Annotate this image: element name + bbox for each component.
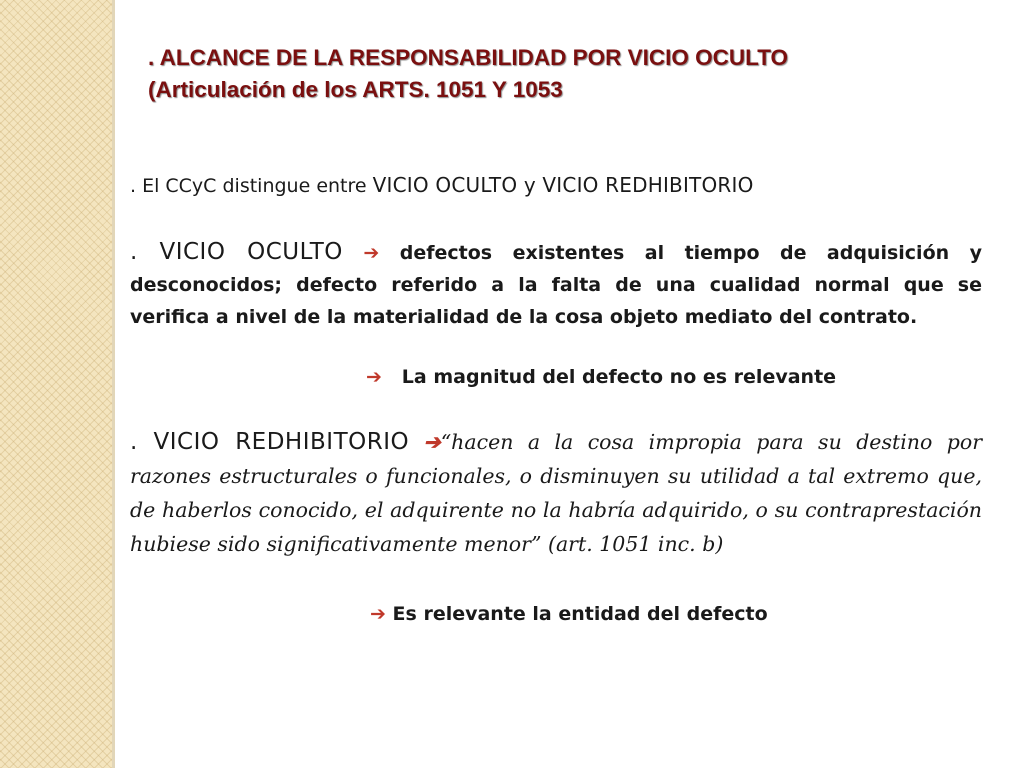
- right-arrow-icon: ➔: [370, 603, 386, 625]
- hidden-defect-note-text: La magnitud del defecto no es relevante: [401, 366, 837, 388]
- right-arrow-icon: ➔: [363, 242, 380, 264]
- redhibitory-note: [370, 598, 768, 630]
- redhibitory-term: . VICIO REDHIBITORIO: [130, 429, 410, 455]
- decorative-side-band: [0, 0, 112, 768]
- intro-terms: VICIO OCULTO y VICIO REDHIBITORIO: [372, 173, 754, 197]
- hidden-defect-paragraph: [130, 236, 982, 333]
- intro-prefix: . El CCyC distingue entre: [130, 175, 373, 197]
- slide-title-line-2: (Articulación de los ARTS. 1051 Y 1053: [148, 77, 563, 102]
- redhibitory-paragraph: [130, 425, 982, 561]
- right-arrow-icon: ➔: [366, 366, 382, 388]
- redhibitory-text: “hacen a la cosa impropia para su destino por razones estructurales o funcionales, o disminuyen su utilidad a tal extremo que, de haberlos conocido, el adquirente no la habría adquirido, o su contraprestación hubiese sido significativamente menor” (art. 1051 inc. b): [130, 430, 982, 556]
- slide-title: [148, 42, 998, 106]
- hidden-defect-term: . VICIO OCULTO: [130, 239, 343, 265]
- right-arrow-icon: ➔: [423, 430, 441, 454]
- redhibitory-note-text: Es relevante la entidad del defecto: [392, 603, 768, 625]
- hidden-defect-note: [366, 361, 836, 393]
- hidden-defect-text: defectos existentes al tiempo de adquisición y desconocidos; defecto referido a la falta de una cualidad normal que se verifica a nivel de la materialidad de la cosa objeto mediato del contrato.: [130, 242, 982, 328]
- slide-title-line-1: . ALCANCE DE LA RESPONSABILIDAD POR VICIO OCULTO: [148, 45, 789, 70]
- intro-paragraph: [130, 170, 982, 201]
- side-divider: [112, 0, 115, 768]
